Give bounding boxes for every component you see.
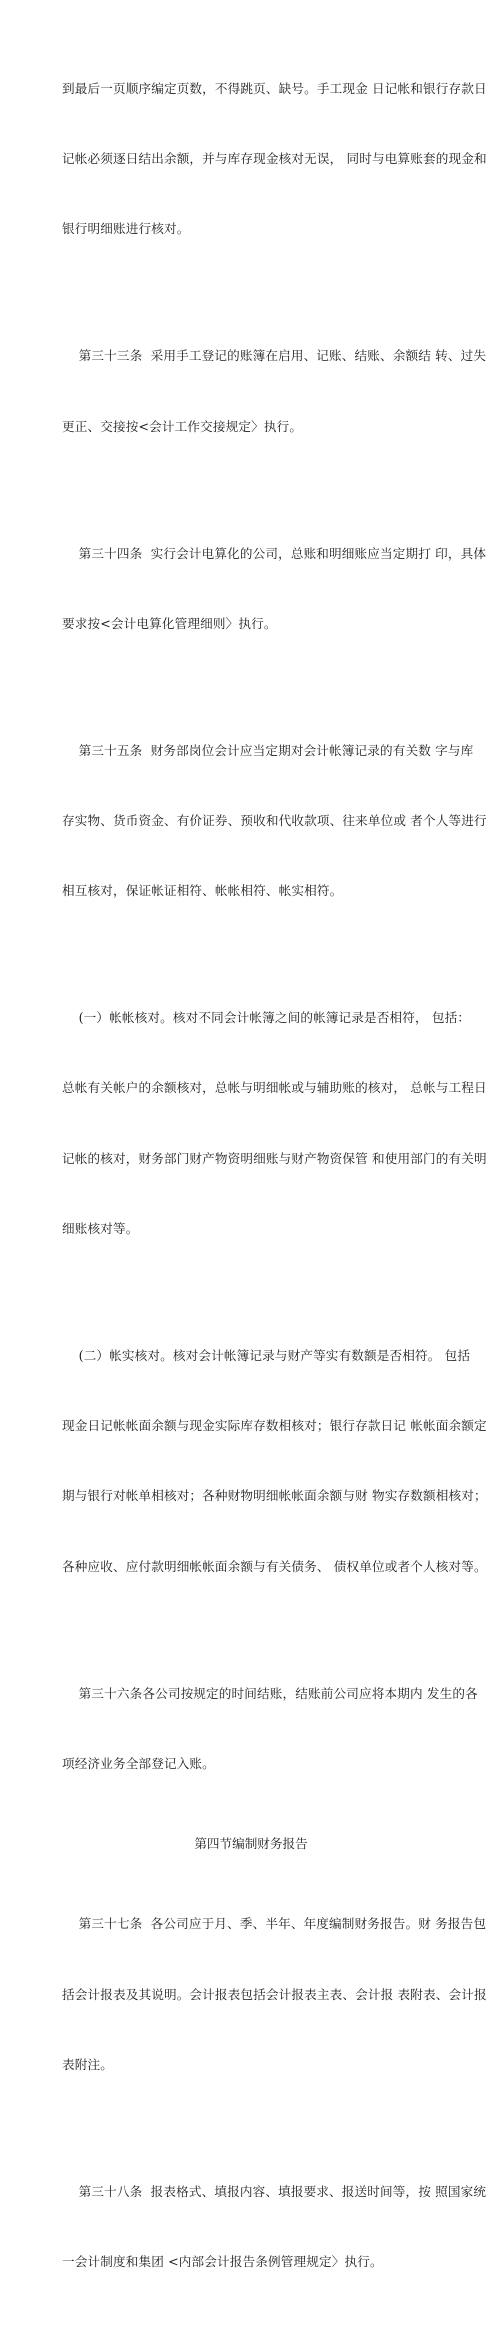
- text-line: 更正、交接按<会计工作交接规定〉执行。: [62, 418, 303, 434]
- article-38-paragraph: [62, 2133, 487, 2320]
- text-line: (一）帐帐核对。核对不同会计帐簿之间的帐簿记录是否相符， 包括：: [62, 1010, 471, 1026]
- text-line: (二）帐实核对。核对会计帐簿记录与财产等实有数额是否相符。 包括: [62, 1347, 471, 1363]
- text-line: 要求按<会计电算化管理细则〉执行。: [62, 615, 277, 631]
- text-line: 一会计制度和集团 <内部会计报告条例管理规定〉执行。: [62, 2253, 383, 2269]
- text-line: 记帐的核对，财务部门财产物资明细账与财产物资保管 和使用部门的有关明: [62, 1150, 487, 1166]
- text-line: 细账核对等。: [62, 1220, 139, 1236]
- text-line: 各种应收、应付款明细帐帐面余额与有关债务、 债权单位或者个人核对等。: [62, 1558, 487, 1574]
- article-36-paragraph: [62, 1635, 478, 1822]
- text-line: 第三十五条 财务部岗位会计应当定期对会计帐簿记录的有关数 字与库: [62, 742, 474, 758]
- text-line: 表附注。: [62, 2056, 113, 2072]
- text-line: 第三十四条 实行会计电算化的公司，总账和明细账应当定期打 印，具体: [62, 545, 487, 561]
- article-35-paragraph: [62, 692, 487, 949]
- text-line: 项经济业务全部登记入账。: [62, 1755, 215, 1771]
- article-34-paragraph: [62, 495, 487, 682]
- text-line: 总帐有关帐户的余额核对，总帐与明细帐或与辅助账的核对， 总帐与工程日: [62, 1080, 487, 1096]
- text-line: 期与银行对帐单相核对；各种财物明细帐帐面余额与财 物实存数额相核对；: [62, 1488, 487, 1504]
- text-line: 存实物、货币资金、有价证券、预收和代收款项、往来单位或 者个人等进行: [62, 813, 487, 828]
- document-page: [62, 30, 487, 2330]
- text-line: 第三十八条 报表格式、填报内容、填报要求、报送时间等，按 照国家统: [62, 2183, 487, 2199]
- text-line: 到最后一页顺序编定页数，不得跳页、缺号。手工现金 日记帐和银行存款日: [62, 80, 487, 96]
- text-line: 第三十六条各公司按规定的时间结账，结账前公司应将本期内 发生的各: [62, 1685, 478, 1701]
- text-line: 现金日记帐帐面余额与现金实际库存数相核对；银行存款日记 帐帐面余额定: [62, 1418, 487, 1434]
- text-line: 相互核对，保证帐证相符、帐帐相符、帐实相符。: [62, 883, 343, 899]
- text-line: 括会计报表及其说明。会计报表包括会计报表主表、会计报 表附表、会计报: [62, 1986, 487, 2002]
- account-reconciliation-paragraph: [62, 959, 487, 1287]
- text-line: 银行明细账进行核对。: [62, 221, 190, 237]
- text-line: 第三十三条 采用手工登记的账簿在启用、记账、结账、余额结 转、过失: [62, 348, 487, 364]
- article-37-paragraph: [62, 1865, 487, 2122]
- paragraph-ledger-pagination: [62, 30, 487, 287]
- section-heading: 第四节编制财务报告: [194, 1836, 308, 1852]
- text-line: 记帐必须逐日结出余额，并与库存现金核对无误， 同时与电算账套的现金和: [62, 151, 487, 167]
- physical-reconciliation-paragraph: [62, 1297, 487, 1625]
- text-line: 第三十七条 各公司应于月、季、半年、年度编制财务报告。财 务报告包: [62, 1916, 487, 1932]
- article-33-paragraph: [62, 297, 487, 484]
